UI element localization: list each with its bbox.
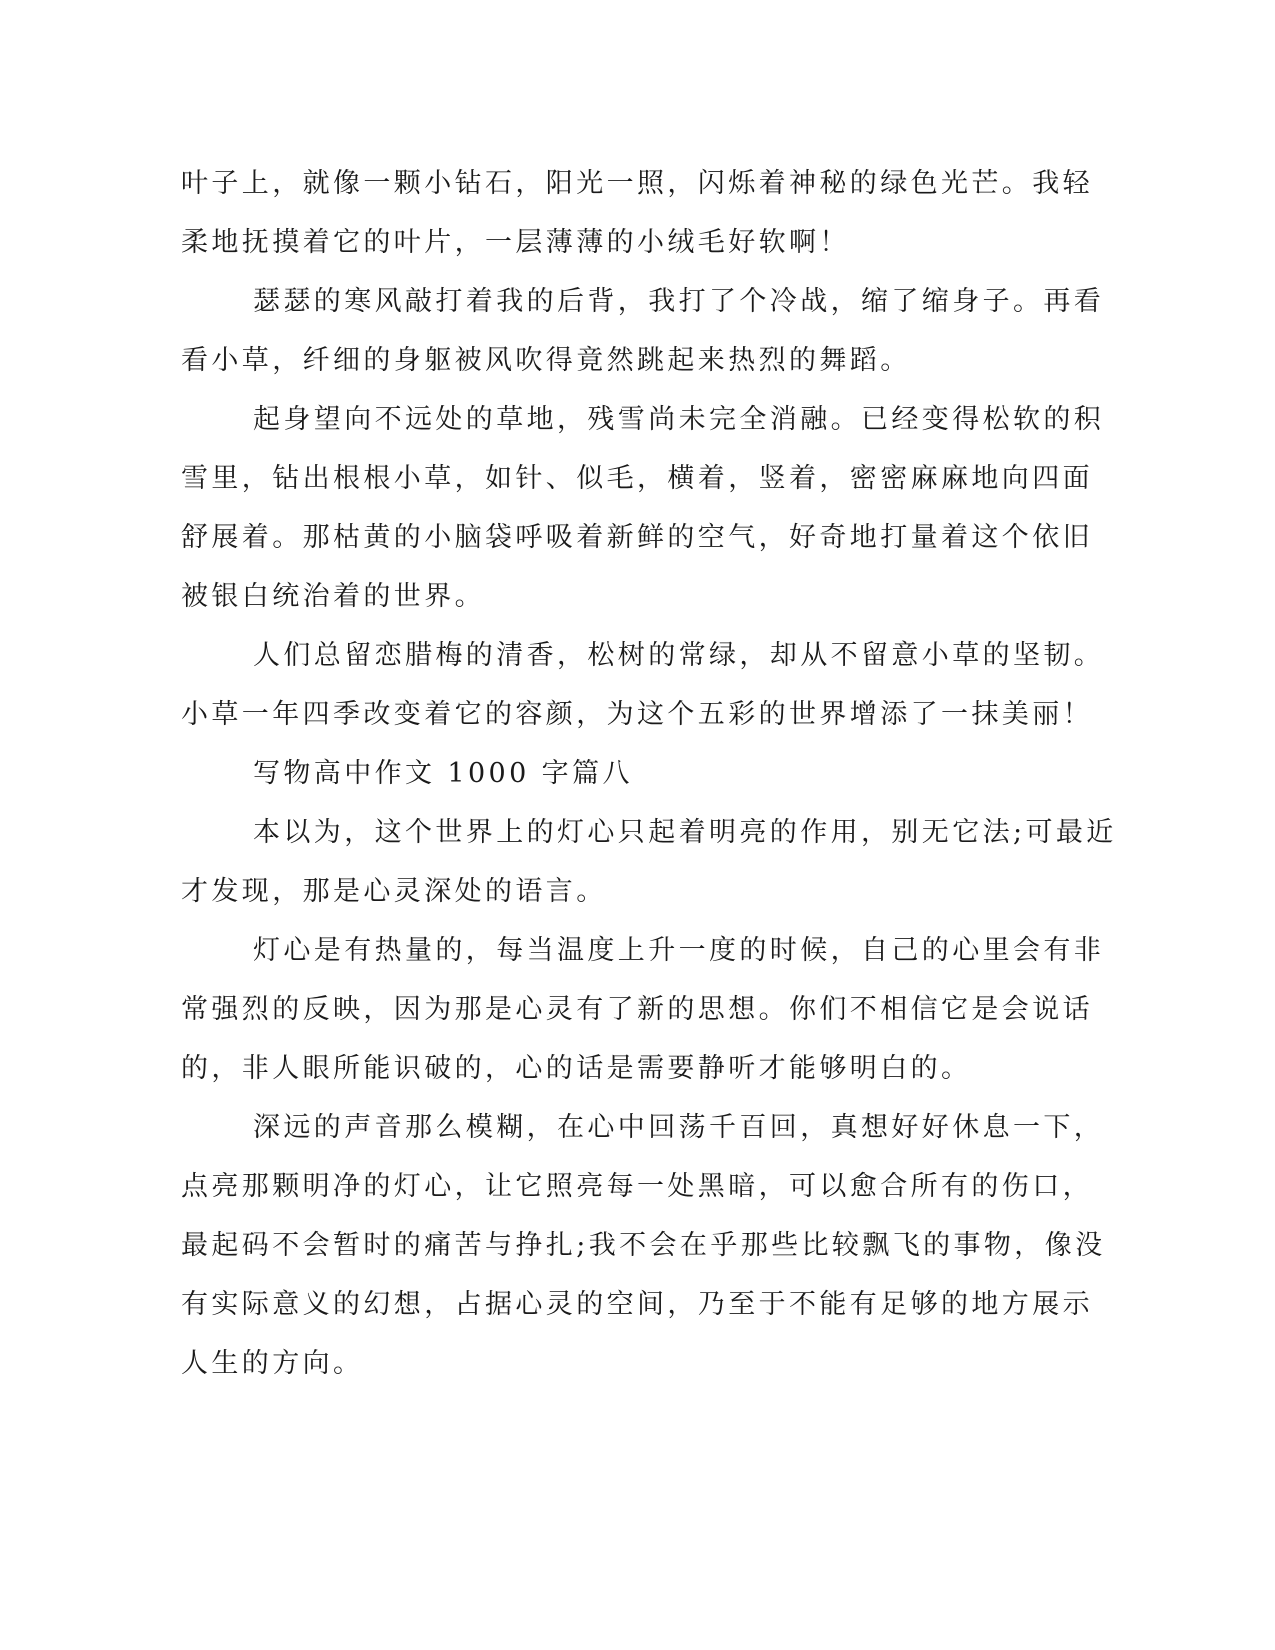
text-line: 有实际意义的幻想，占据心灵的空间，乃至于不能有足够的地方展示 — [181, 1289, 1093, 1320]
section-heading — [181, 744, 1041, 803]
paragraph-8 — [181, 1098, 1106, 1393]
text-line: 柔地抚摸着它的叶片，一层薄薄的小绒毛好软啊！ — [181, 227, 850, 258]
text-line: 被银白统治着的世界。 — [181, 581, 485, 612]
paragraph-7 — [181, 921, 1105, 1098]
text-line: 看小草，纤细的身躯被风吹得竟然跳起来热烈的舞蹈。 — [181, 345, 911, 376]
text-line: 灯心是有热量的，每当温度上升一度的时候，自己的心里会有非 — [253, 935, 1105, 966]
text-line: 点亮那颗明净的灯心，让它照亮每一处黑暗，可以愈合所有的伤口， — [181, 1171, 1093, 1202]
paragraph-1 — [181, 154, 1093, 272]
text-line: 人生的方向。 — [181, 1348, 364, 1379]
text-line: 最起码不会暂时的痛苦与挣扎;我不会在乎那些比较飘飞的事物，像没 — [181, 1230, 1106, 1261]
text-line: 人们总留恋腊梅的清香，松树的常绿，却从不留意小草的坚韧。 — [253, 640, 1105, 671]
text-line: 本以为，这个世界上的灯心只起着明亮的作用，别无它法;可最近 — [253, 817, 1117, 848]
text-line: 常强烈的反映，因为那是心灵有了新的思想。你们不相信它是会说话 — [181, 994, 1093, 1025]
paragraph-3 — [181, 390, 1105, 626]
paragraph-4 — [181, 626, 1105, 744]
paragraph-2 — [181, 272, 1105, 390]
heading-line: 写物高中作文 1000 字篇八 — [253, 758, 633, 789]
document-body — [181, 154, 1117, 1393]
text-line: 小草一年四季改变着它的容颜，为这个五彩的世界增添了一抹美丽！ — [181, 699, 1093, 730]
text-line: 舒展着。那枯黄的小脑袋呼吸着新鲜的空气，好奇地打量着这个依旧 — [181, 522, 1093, 553]
text-line: 雪里，钻出根根小草，如针、似毛，横着，竖着，密密麻麻地向四面 — [181, 463, 1093, 494]
text-line: 才发现，那是心灵深处的语言。 — [181, 876, 607, 907]
text-line: 叶子上，就像一颗小钻石，阳光一照，闪烁着神秘的绿色光芒。我轻 — [181, 168, 1093, 199]
text-line: 起身望向不远处的草地，残雪尚未完全消融。已经变得松软的积 — [253, 404, 1105, 435]
text-line: 瑟瑟的寒风敲打着我的后背，我打了个冷战，缩了缩身子。再看 — [253, 286, 1105, 317]
text-line: 的，非人眼所能识破的，心的话是需要静听才能够明白的。 — [181, 1053, 972, 1084]
text-line: 深远的声音那么模糊，在心中回荡千百回，真想好好休息一下， — [253, 1112, 1105, 1143]
paragraph-6 — [181, 803, 1117, 921]
